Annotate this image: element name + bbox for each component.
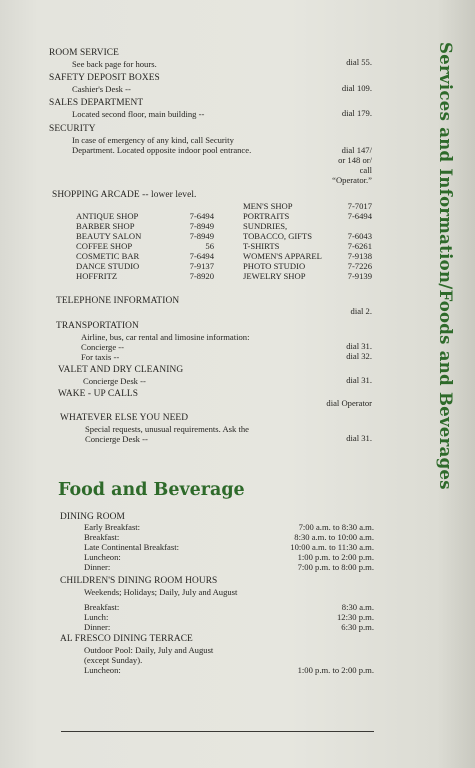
room-service-dial: dial 55.: [346, 57, 372, 67]
shop-name: PORTRAITS: [243, 211, 290, 221]
shop-name: JEWELRY SHOP: [243, 271, 306, 281]
valet-desc: Concierge Desk --: [83, 376, 146, 386]
room-service-title: ROOM SERVICE: [49, 48, 119, 58]
shop-ext: 7-9139: [347, 271, 372, 281]
shop-ext: 7-8920: [189, 271, 214, 281]
dining-time: 10:00 a.m. to 11:30 a.m.: [290, 542, 374, 552]
security-desc-line: In case of emergency of any kind, call Security: [72, 135, 234, 145]
shop-ext: 7-6494: [189, 251, 214, 261]
whatever-title: WHATEVER ELSE YOU NEED: [60, 413, 189, 423]
shop-ext: 7-8949: [189, 231, 214, 241]
shop-name: PHOTO STUDIO: [243, 261, 306, 271]
security-title: SECURITY: [49, 124, 96, 134]
dining-time: 7:00 a.m. to 8:30 a.m.: [298, 522, 374, 532]
transportation-desc: Airline, bus, car rental and limosine information:: [81, 332, 250, 342]
telephone-dial: dial 2.: [350, 306, 372, 316]
security-dial-line: or 148 or/: [338, 155, 372, 165]
transportation-taxis-dial: dial 32.: [346, 351, 372, 361]
shop-ext: 7-7226: [347, 261, 372, 271]
security-dial-line: “Operator.”: [332, 175, 372, 185]
shop-ext: 7-9138: [347, 251, 372, 261]
childrens-title: CHILDREN'S DINING ROOM HOURS: [60, 576, 218, 586]
whatever-desc-line: Special requests, unusual requirements. Ask the: [85, 424, 249, 434]
transportation-taxis: For taxis --: [81, 352, 120, 362]
shop-ext: 7-6494: [347, 211, 372, 221]
dining-time: 7:00 p.m. to 8:00 p.m.: [297, 562, 374, 572]
shop-ext: 7-8949: [189, 221, 214, 231]
security-desc-line: Department. Located opposite indoor pool entrance.: [72, 145, 252, 155]
childrens-time: 8:30 a.m.: [341, 602, 374, 612]
security-dial-line: call: [359, 165, 372, 175]
food-heading: Food and Beverage: [58, 480, 245, 500]
safety-deposit-dial: dial 109.: [341, 83, 372, 93]
side-title: Services and Information/Foods and Beverages: [436, 42, 455, 490]
childrens-subtitle: Weekends; Holidays; Daily, July and August: [84, 587, 238, 597]
safety-deposit-title: SAFETY DEPOSIT BOXES: [49, 73, 160, 83]
shop-name: WOMEN'S APPAREL: [243, 251, 322, 261]
whatever-desc-line: Concierge Desk --: [85, 434, 148, 444]
transportation-concierge: Concierge --: [81, 342, 125, 352]
shop-name: COSMETIC BAR: [76, 251, 140, 261]
dining-time: 8:30 a.m. to 10:00 a.m.: [294, 532, 374, 542]
shop-ext: 7-9137: [189, 261, 214, 271]
transportation-title: TRANSPORTATION: [56, 321, 139, 331]
whatever-dial: dial 31.: [346, 433, 372, 443]
shop-name: COFFEE SHOP: [76, 241, 133, 251]
childrens-time: 12:30 p.m.: [336, 612, 374, 622]
childrens-label: Lunch:: [84, 612, 109, 622]
shop-name: ANTIQUE SHOP: [76, 211, 139, 221]
dining-label: Breakfast:: [84, 532, 120, 542]
dining-label: Luncheon:: [84, 552, 121, 562]
childrens-time: 6:30 p.m.: [341, 622, 374, 632]
shop-name: HOFFRITZ: [76, 271, 118, 281]
shop-name: T-SHIRTS: [243, 241, 280, 251]
dining-label: Early Breakfast:: [84, 522, 141, 532]
childrens-label: Dinner:: [84, 622, 111, 632]
shop-name: SUNDRIES,: [243, 221, 288, 231]
shop-name: DANCE STUDIO: [76, 261, 140, 271]
dining-label: Dinner:: [84, 562, 111, 572]
shop-ext: 7-7017: [347, 201, 372, 211]
shop-ext: 7-6494: [189, 211, 214, 221]
shop-ext: 7-6043: [347, 231, 372, 241]
wakeup-title: WAKE - UP CALLS: [58, 389, 139, 399]
shop-name: BEAUTY SALON: [76, 231, 142, 241]
safety-deposit-desc: Cashier's Desk --: [72, 84, 131, 94]
room-service-desc: See back page for hours.: [72, 59, 157, 69]
alfresco-desc-line: Outdoor Pool: Daily, July and August: [84, 645, 214, 655]
wakeup-dial: dial Operator: [326, 398, 372, 408]
shop-name: TOBACCO, GIFTS: [243, 231, 313, 241]
childrens-label: Breakfast:: [84, 602, 120, 612]
valet-title: VALET AND DRY CLEANING: [58, 365, 184, 375]
shop-name: MEN'S SHOP: [243, 201, 293, 211]
sales-title: SALES DEPARTMENT: [49, 98, 144, 108]
dining-time: 1:00 p.m. to 2:00 p.m.: [297, 552, 374, 562]
alfresco-label: Luncheon:: [84, 665, 121, 675]
dining-room-title: DINING ROOM: [60, 512, 125, 522]
dining-label: Late Continental Breakfast:: [84, 542, 179, 552]
transportation-concierge-dial: dial 31.: [346, 341, 372, 351]
telephone-title: TELEPHONE INFORMATION: [56, 296, 180, 306]
bottom-divider: [61, 731, 374, 732]
sales-desc: Located second floor, main building --: [72, 109, 205, 119]
alfresco-title: AL FRESCO DINING TERRACE: [60, 634, 193, 644]
shop-name: BARBER SHOP: [76, 221, 135, 231]
valet-dial: dial 31.: [346, 375, 372, 385]
alfresco-time: 1:00 p.m. to 2:00 p.m.: [297, 665, 374, 675]
security-dial-line: dial 147/: [341, 145, 372, 155]
shopping-title: SHOPPING ARCADE -- lower level.: [52, 190, 197, 200]
shop-ext: 7-6261: [347, 241, 372, 251]
sales-dial: dial 179.: [341, 108, 372, 118]
shop-ext: 56: [205, 241, 214, 251]
alfresco-desc-line: (except Sunday).: [84, 655, 143, 665]
